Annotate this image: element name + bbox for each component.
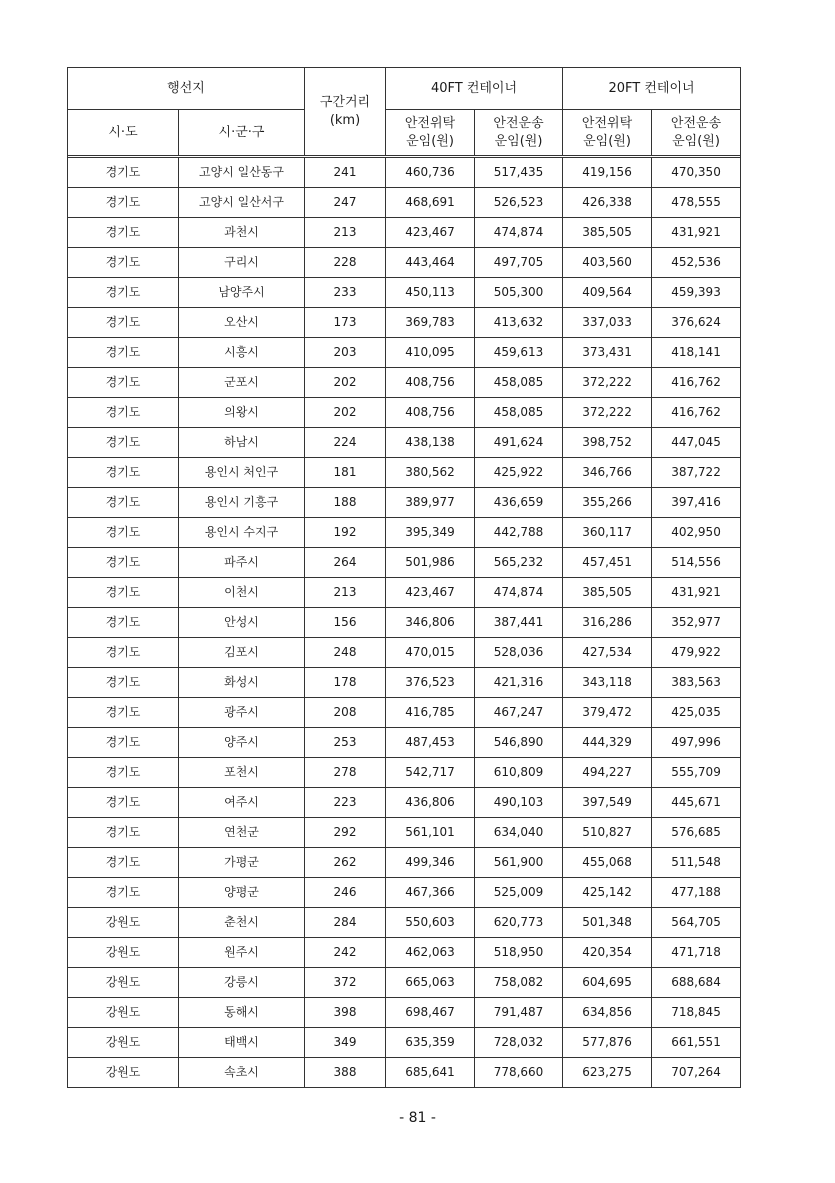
cell-40ft-consign: 369,783 — [386, 308, 475, 338]
cell-20ft-consign: 419,156 — [563, 158, 652, 188]
cell-20ft-transport: 576,685 — [652, 818, 741, 848]
cell-province: 경기도 — [68, 308, 179, 338]
cell-40ft-transport: 528,036 — [475, 638, 563, 668]
cell-40ft-consign: 550,603 — [386, 908, 475, 938]
cell-40ft-consign: 346,806 — [386, 608, 475, 638]
table-row — [68, 938, 741, 968]
cell-distance: 181 — [305, 458, 386, 488]
cell-20ft-transport: 402,950 — [652, 518, 741, 548]
cell-40ft-transport: 610,809 — [475, 758, 563, 788]
cell-city: 속초시 — [179, 1058, 305, 1088]
cell-20ft-transport: 445,671 — [652, 788, 741, 818]
table-row — [68, 458, 741, 488]
cell-40ft-transport: 467,247 — [475, 698, 563, 728]
cell-40ft-consign: 698,467 — [386, 998, 475, 1028]
cell-distance: 188 — [305, 488, 386, 518]
cell-city: 용인시 수지구 — [179, 518, 305, 548]
cell-40ft-consign: 462,063 — [386, 938, 475, 968]
cell-40ft-transport: 525,009 — [475, 878, 563, 908]
cell-20ft-transport: 497,996 — [652, 728, 741, 758]
table-row — [68, 308, 741, 338]
table-row — [68, 278, 741, 308]
cell-40ft-transport: 526,523 — [475, 188, 563, 218]
table-row — [68, 1058, 741, 1088]
cell-20ft-transport: 447,045 — [652, 428, 741, 458]
cell-40ft-transport: 458,085 — [475, 368, 563, 398]
header-20ft-transport: 안전운송 운임(원) — [652, 110, 741, 156]
cell-20ft-consign: 494,227 — [563, 758, 652, 788]
cell-40ft-transport: 561,900 — [475, 848, 563, 878]
cell-distance: 173 — [305, 308, 386, 338]
cell-city: 포천시 — [179, 758, 305, 788]
cell-province: 경기도 — [68, 788, 179, 818]
cell-20ft-consign: 501,348 — [563, 908, 652, 938]
cell-distance: 192 — [305, 518, 386, 548]
table-row — [68, 578, 741, 608]
cell-20ft-consign: 379,472 — [563, 698, 652, 728]
page-number: - 81 - — [399, 1110, 436, 1126]
cell-20ft-transport: 688,684 — [652, 968, 741, 998]
cell-20ft-transport: 452,536 — [652, 248, 741, 278]
cell-20ft-transport: 555,709 — [652, 758, 741, 788]
table-row — [68, 218, 741, 248]
cell-20ft-transport: 416,762 — [652, 398, 741, 428]
cell-20ft-transport: 397,416 — [652, 488, 741, 518]
cell-20ft-consign: 372,222 — [563, 398, 652, 428]
cell-40ft-consign: 460,736 — [386, 158, 475, 188]
cell-20ft-consign: 444,329 — [563, 728, 652, 758]
table-row — [68, 248, 741, 278]
cell-province: 경기도 — [68, 518, 179, 548]
cell-20ft-consign: 420,354 — [563, 938, 652, 968]
table-row — [68, 698, 741, 728]
cell-province: 경기도 — [68, 698, 179, 728]
cell-distance: 228 — [305, 248, 386, 278]
cell-20ft-transport: 511,548 — [652, 848, 741, 878]
cell-20ft-consign: 577,876 — [563, 1028, 652, 1058]
cell-40ft-transport: 758,082 — [475, 968, 563, 998]
cell-20ft-transport: 661,551 — [652, 1028, 741, 1058]
cell-city: 연천군 — [179, 818, 305, 848]
cell-40ft-transport: 491,624 — [475, 428, 563, 458]
cell-40ft-consign: 685,641 — [386, 1058, 475, 1088]
cell-20ft-transport: 431,921 — [652, 578, 741, 608]
table-header — [68, 68, 741, 158]
cell-province: 경기도 — [68, 728, 179, 758]
cell-province: 경기도 — [68, 878, 179, 908]
cell-province: 강원도 — [68, 998, 179, 1028]
table-row — [68, 818, 741, 848]
table-row — [68, 728, 741, 758]
cell-province: 경기도 — [68, 158, 179, 188]
cell-province: 강원도 — [68, 908, 179, 938]
cell-20ft-consign: 343,118 — [563, 668, 652, 698]
cell-city: 남양주시 — [179, 278, 305, 308]
cell-40ft-transport: 517,435 — [475, 158, 563, 188]
cell-province: 경기도 — [68, 218, 179, 248]
cell-40ft-transport: 425,922 — [475, 458, 563, 488]
cell-distance: 156 — [305, 608, 386, 638]
header-40ft-consign: 안전위탁 운임(원) — [386, 110, 475, 156]
cell-city: 광주시 — [179, 698, 305, 728]
table-row — [68, 548, 741, 578]
cell-city: 김포시 — [179, 638, 305, 668]
cell-20ft-consign: 403,560 — [563, 248, 652, 278]
cell-40ft-transport: 546,890 — [475, 728, 563, 758]
cell-city: 고양시 일산서구 — [179, 188, 305, 218]
cell-distance: 349 — [305, 1028, 386, 1058]
cell-40ft-transport: 620,773 — [475, 908, 563, 938]
cell-province: 경기도 — [68, 608, 179, 638]
cell-province: 경기도 — [68, 668, 179, 698]
cell-city: 양평군 — [179, 878, 305, 908]
cell-40ft-consign: 467,366 — [386, 878, 475, 908]
cell-40ft-transport: 497,705 — [475, 248, 563, 278]
cell-20ft-transport: 477,188 — [652, 878, 741, 908]
cell-city: 여주시 — [179, 788, 305, 818]
table-row — [68, 368, 741, 398]
cell-40ft-transport: 791,487 — [475, 998, 563, 1028]
cell-province: 강원도 — [68, 938, 179, 968]
cell-city: 동해시 — [179, 998, 305, 1028]
cell-40ft-consign: 408,756 — [386, 398, 475, 428]
table-row — [68, 788, 741, 818]
cell-distance: 388 — [305, 1058, 386, 1088]
cell-province: 경기도 — [68, 278, 179, 308]
cell-distance: 202 — [305, 398, 386, 428]
cell-distance: 247 — [305, 188, 386, 218]
cell-40ft-consign: 487,453 — [386, 728, 475, 758]
cell-20ft-consign: 426,338 — [563, 188, 652, 218]
table-row — [68, 338, 741, 368]
table-row — [68, 998, 741, 1028]
table-row — [68, 968, 741, 998]
table-row — [68, 518, 741, 548]
cell-province: 강원도 — [68, 1058, 179, 1088]
cell-40ft-consign: 443,464 — [386, 248, 475, 278]
table-row — [68, 638, 741, 668]
cell-20ft-transport: 479,922 — [652, 638, 741, 668]
cell-20ft-consign: 385,505 — [563, 578, 652, 608]
cell-40ft-transport: 474,874 — [475, 578, 563, 608]
cell-city: 양주시 — [179, 728, 305, 758]
cell-city: 고양시 일산동구 — [179, 158, 305, 188]
cell-province: 경기도 — [68, 248, 179, 278]
header-40ft: 40FT 컨테이너 — [386, 68, 563, 110]
cell-distance: 202 — [305, 368, 386, 398]
cell-city: 이천시 — [179, 578, 305, 608]
cell-20ft-consign: 409,564 — [563, 278, 652, 308]
cell-20ft-consign: 373,431 — [563, 338, 652, 368]
cell-40ft-transport: 634,040 — [475, 818, 563, 848]
cell-20ft-transport: 514,556 — [652, 548, 741, 578]
table-row — [68, 908, 741, 938]
cell-distance: 246 — [305, 878, 386, 908]
cell-city: 구리시 — [179, 248, 305, 278]
cell-province: 경기도 — [68, 758, 179, 788]
cell-20ft-consign: 355,266 — [563, 488, 652, 518]
cell-40ft-consign: 436,806 — [386, 788, 475, 818]
cell-40ft-transport: 442,788 — [475, 518, 563, 548]
cell-distance: 223 — [305, 788, 386, 818]
cell-20ft-transport: 718,845 — [652, 998, 741, 1028]
cell-40ft-consign: 423,467 — [386, 218, 475, 248]
cell-40ft-consign: 635,359 — [386, 1028, 475, 1058]
cell-distance: 213 — [305, 578, 386, 608]
cell-40ft-consign: 450,113 — [386, 278, 475, 308]
cell-city: 용인시 기흥구 — [179, 488, 305, 518]
cell-20ft-consign: 510,827 — [563, 818, 652, 848]
cell-distance: 233 — [305, 278, 386, 308]
table-row — [68, 428, 741, 458]
cell-distance: 224 — [305, 428, 386, 458]
header-distance: 구간거리 (km) — [305, 68, 386, 156]
cell-province: 경기도 — [68, 488, 179, 518]
cell-city: 가평군 — [179, 848, 305, 878]
cell-city: 강릉시 — [179, 968, 305, 998]
table-body — [68, 158, 741, 1088]
table-row — [68, 398, 741, 428]
cell-city: 과천시 — [179, 218, 305, 248]
cell-40ft-consign: 499,346 — [386, 848, 475, 878]
cell-city: 시흥시 — [179, 338, 305, 368]
cell-40ft-transport: 778,660 — [475, 1058, 563, 1088]
cell-40ft-consign: 542,717 — [386, 758, 475, 788]
cell-city: 화성시 — [179, 668, 305, 698]
cell-40ft-consign: 438,138 — [386, 428, 475, 458]
cell-province: 경기도 — [68, 818, 179, 848]
cell-20ft-transport: 478,555 — [652, 188, 741, 218]
cell-20ft-consign: 385,505 — [563, 218, 652, 248]
cell-province: 경기도 — [68, 848, 179, 878]
cell-20ft-consign: 337,033 — [563, 308, 652, 338]
cell-20ft-consign: 397,549 — [563, 788, 652, 818]
cell-40ft-transport: 413,632 — [475, 308, 563, 338]
cell-20ft-consign: 316,286 — [563, 608, 652, 638]
cell-20ft-transport: 383,563 — [652, 668, 741, 698]
cell-40ft-consign: 423,467 — [386, 578, 475, 608]
cell-40ft-transport: 459,613 — [475, 338, 563, 368]
cell-40ft-transport: 458,085 — [475, 398, 563, 428]
table-row — [68, 878, 741, 908]
cell-distance: 253 — [305, 728, 386, 758]
table-row — [68, 758, 741, 788]
cell-province: 경기도 — [68, 548, 179, 578]
cell-province: 강원도 — [68, 1028, 179, 1058]
cell-40ft-consign: 389,977 — [386, 488, 475, 518]
freight-rate-table — [67, 67, 741, 1088]
cell-city: 하남시 — [179, 428, 305, 458]
cell-distance: 278 — [305, 758, 386, 788]
cell-20ft-transport: 564,705 — [652, 908, 741, 938]
cell-20ft-consign: 346,766 — [563, 458, 652, 488]
table-row — [68, 488, 741, 518]
cell-40ft-consign: 470,015 — [386, 638, 475, 668]
cell-20ft-transport: 416,762 — [652, 368, 741, 398]
table-row — [68, 158, 741, 188]
header-40ft-transport: 안전운송 운임(원) — [475, 110, 563, 156]
cell-city: 파주시 — [179, 548, 305, 578]
cell-40ft-consign: 501,986 — [386, 548, 475, 578]
cell-40ft-transport: 490,103 — [475, 788, 563, 818]
header-20ft: 20FT 컨테이너 — [563, 68, 741, 110]
cell-distance: 398 — [305, 998, 386, 1028]
cell-distance: 372 — [305, 968, 386, 998]
cell-province: 경기도 — [68, 368, 179, 398]
cell-40ft-transport: 474,874 — [475, 218, 563, 248]
cell-province: 경기도 — [68, 188, 179, 218]
cell-20ft-transport: 352,977 — [652, 608, 741, 638]
cell-40ft-transport: 436,659 — [475, 488, 563, 518]
header-province: 시·도 — [68, 110, 179, 156]
header-city: 시·군·구 — [179, 110, 305, 156]
cell-40ft-consign: 408,756 — [386, 368, 475, 398]
cell-20ft-transport: 459,393 — [652, 278, 741, 308]
cell-20ft-transport: 425,035 — [652, 698, 741, 728]
table-row — [68, 608, 741, 638]
cell-province: 경기도 — [68, 428, 179, 458]
table-row — [68, 1028, 741, 1058]
cell-city: 안성시 — [179, 608, 305, 638]
cell-distance: 242 — [305, 938, 386, 968]
cell-20ft-transport: 387,722 — [652, 458, 741, 488]
cell-city: 원주시 — [179, 938, 305, 968]
table-row — [68, 668, 741, 698]
cell-20ft-transport: 431,921 — [652, 218, 741, 248]
cell-city: 용인시 처인구 — [179, 458, 305, 488]
cell-40ft-transport: 421,316 — [475, 668, 563, 698]
cell-40ft-consign: 395,349 — [386, 518, 475, 548]
cell-20ft-transport: 418,141 — [652, 338, 741, 368]
cell-distance: 178 — [305, 668, 386, 698]
cell-distance: 241 — [305, 158, 386, 188]
cell-province: 경기도 — [68, 638, 179, 668]
cell-distance: 262 — [305, 848, 386, 878]
cell-20ft-consign: 425,142 — [563, 878, 652, 908]
cell-40ft-transport: 505,300 — [475, 278, 563, 308]
cell-40ft-transport: 387,441 — [475, 608, 563, 638]
cell-20ft-consign: 398,752 — [563, 428, 652, 458]
cell-20ft-transport: 471,718 — [652, 938, 741, 968]
cell-20ft-consign: 455,068 — [563, 848, 652, 878]
cell-province: 경기도 — [68, 458, 179, 488]
cell-distance: 284 — [305, 908, 386, 938]
cell-40ft-consign: 468,691 — [386, 188, 475, 218]
cell-city: 오산시 — [179, 308, 305, 338]
cell-city: 군포시 — [179, 368, 305, 398]
cell-distance: 208 — [305, 698, 386, 728]
cell-20ft-consign: 623,275 — [563, 1058, 652, 1088]
cell-20ft-consign: 427,534 — [563, 638, 652, 668]
cell-40ft-transport: 565,232 — [475, 548, 563, 578]
cell-40ft-consign: 665,063 — [386, 968, 475, 998]
cell-20ft-transport: 376,624 — [652, 308, 741, 338]
cell-province: 경기도 — [68, 398, 179, 428]
cell-20ft-transport: 470,350 — [652, 158, 741, 188]
table-row — [68, 188, 741, 218]
cell-province: 경기도 — [68, 338, 179, 368]
header-20ft-consign: 안전위탁 운임(원) — [563, 110, 652, 156]
cell-20ft-consign: 360,117 — [563, 518, 652, 548]
cell-20ft-consign: 372,222 — [563, 368, 652, 398]
cell-city: 태백시 — [179, 1028, 305, 1058]
cell-40ft-consign: 380,562 — [386, 458, 475, 488]
cell-province: 경기도 — [68, 578, 179, 608]
header-destination: 행선지 — [68, 68, 305, 110]
cell-distance: 248 — [305, 638, 386, 668]
cell-40ft-consign: 416,785 — [386, 698, 475, 728]
cell-40ft-consign: 561,101 — [386, 818, 475, 848]
cell-20ft-consign: 604,695 — [563, 968, 652, 998]
cell-20ft-transport: 707,264 — [652, 1058, 741, 1088]
cell-40ft-transport: 728,032 — [475, 1028, 563, 1058]
cell-province: 강원도 — [68, 968, 179, 998]
cell-40ft-consign: 376,523 — [386, 668, 475, 698]
cell-city: 의왕시 — [179, 398, 305, 428]
cell-20ft-consign: 457,451 — [563, 548, 652, 578]
cell-40ft-consign: 410,095 — [386, 338, 475, 368]
cell-distance: 264 — [305, 548, 386, 578]
cell-distance: 213 — [305, 218, 386, 248]
cell-distance: 292 — [305, 818, 386, 848]
table-row — [68, 848, 741, 878]
cell-distance: 203 — [305, 338, 386, 368]
cell-20ft-consign: 634,856 — [563, 998, 652, 1028]
cell-city: 춘천시 — [179, 908, 305, 938]
cell-40ft-transport: 518,950 — [475, 938, 563, 968]
